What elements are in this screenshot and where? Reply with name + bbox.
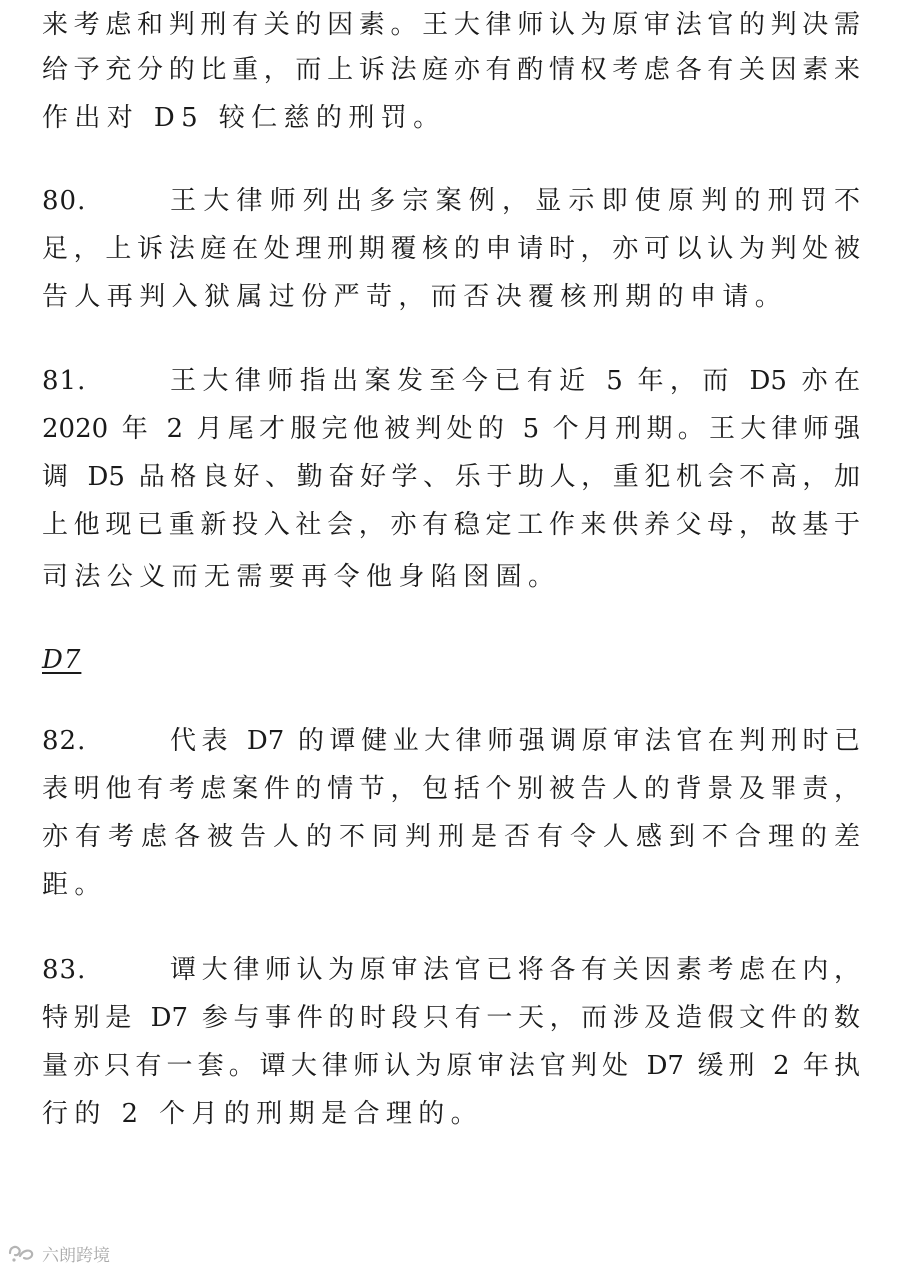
watermark-text: 六朗跨境 (42, 1245, 110, 1266)
watermark (6, 1240, 110, 1266)
paragraph-80-line-2: 足，上诉法庭在处理刑期覆核的申请时，亦可以认为判处被 (42, 234, 860, 264)
paragraph-80-first-line: 王大律师列出多宗案例，显示即使原判的刑罚不 (170, 186, 860, 216)
paragraph-83-line-3: 量亦只有一套。谭大律师认为原审法官判处 D7 缓刑 2 年执 (42, 1051, 860, 1081)
paragraph-83-line-4: 行的 2 个月的刑期是合理的。 (42, 1099, 484, 1129)
brand-logo-icon (6, 1242, 36, 1264)
paragraph-81-line-5: 司法公义而无需要再令他身陷囹圄。 (42, 562, 561, 592)
paragraph-number-83: 83. (42, 955, 87, 985)
paragraph-81-line-2: 2020 年 2 月尾才服完他被判处的 5 个月刑期。王大律师强 (42, 414, 860, 444)
paragraph-number-82: 82. (42, 726, 87, 756)
paragraph-number-81: 81. (42, 366, 87, 396)
continuation-line-3: 作出对 D5 较仁慈的刑罚。 (42, 103, 446, 133)
paragraph-81-first-line: 王大律师指出案发至今已有近 5 年，而 D5 亦在 (170, 366, 860, 396)
paragraph-number-80: 80. (42, 186, 87, 216)
paragraph-80-line-3: 告人再判入狱属过份严苛，而否决覆核刑期的申请。 (42, 282, 788, 312)
paragraph-82-first-line: 代表 D7 的谭健业大律师强调原审法官在判刑时已 (170, 726, 860, 756)
continuation-line-2: 给予充分的比重，而上诉法庭亦有酌情权考虑各有关因素来 (42, 55, 860, 85)
paragraph-83-first-line: 谭大律师认为原审法官已将各有关因素考虑在内， (170, 955, 860, 985)
paragraph-83-line-2: 特别是 D7 参与事件的时段只有一天，而涉及造假文件的数 (42, 1003, 860, 1033)
paragraph-82-line-3: 亦有考虑各被告人的不同判刑是否有令人感到不合理的差 (42, 822, 860, 852)
paragraph-81-line-4: 上他现已重新投入社会，亦有稳定工作来供养父母，故基于 (42, 510, 860, 540)
section-heading-d7: D7 (42, 645, 82, 675)
continuation-line-1: 来考虑和判刑有关的因素。王大律师认为原审法官的判决需 (42, 10, 860, 40)
paragraph-82-line-4: 距。 (42, 870, 107, 900)
paragraph-81-line-3: 调 D5 品格良好、勤奋好学、乐于助人，重犯机会不高，加 (42, 462, 860, 492)
paragraph-82-line-2: 表明他有考虑案件的情节，包括个别被告人的背景及罪责， (42, 774, 860, 804)
